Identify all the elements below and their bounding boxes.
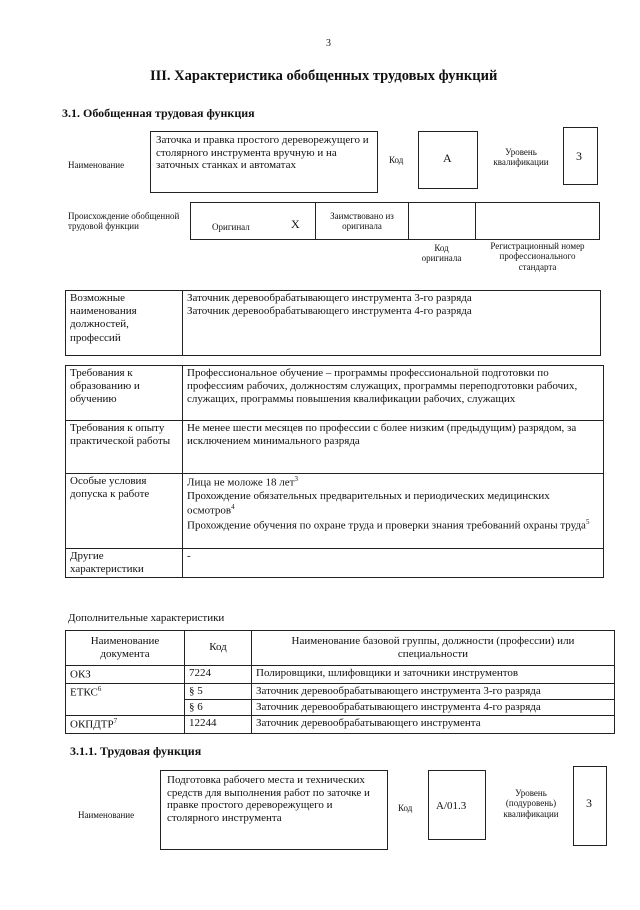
row-code: 7224: [185, 666, 252, 684]
positions-table: [65, 290, 601, 356]
additional-heading: Дополнительные характеристики: [68, 612, 225, 624]
conditions-label: Особые условия допуска к работе: [66, 474, 183, 549]
row-code: 12244: [185, 716, 252, 734]
table-row: [66, 683, 615, 699]
origin-label: Происхождение обобщенной трудовой функции: [68, 211, 180, 232]
position-item: Заточник деревообрабатывающего инструмента 4-го разряда: [187, 305, 472, 318]
table-row: [66, 716, 615, 734]
row-code: § 5: [185, 683, 252, 699]
table-row: [66, 666, 615, 684]
tf-code-label: Код: [398, 803, 413, 813]
other-label: Другие характеристики: [66, 549, 183, 578]
gtf-level-value: 3: [576, 149, 582, 163]
conditions-values: [183, 474, 604, 549]
tf-level-value: 3: [586, 796, 592, 810]
reg-number-label: Регистрационный номер профессионального стандарта: [490, 241, 585, 272]
gtf-name-label: Наименование: [68, 160, 125, 170]
education-value: Профессиональное обучение – программы профессиональной подготовки по профессиям рабочих, должностям служащих, программы переподготовки рабочих, служащих, программы повышения квалификации рабочих, служащих: [183, 366, 604, 421]
row-code: § 6: [185, 700, 252, 716]
row-name: Заточник деревообрабатывающего инструмента 4-го разряда: [252, 700, 615, 716]
section-title: III. Характеристика обобщенных трудовых функций: [150, 68, 498, 84]
origin-divider-3: [475, 202, 476, 240]
gtf-heading: 3.1. Обобщенная трудовая функция: [62, 106, 255, 120]
code-original-label: Код оригинала: [421, 243, 462, 264]
gtf-level-label: Уровень квалификации: [493, 147, 549, 168]
origin-divider-2: [408, 202, 409, 240]
gtf-code-value: А: [443, 151, 452, 165]
row-name: Заточник деревообрабатывающего инструмента 3-го разряда: [252, 683, 615, 699]
additional-table: [65, 630, 615, 734]
condition-item: Прохождение обязательных предварительных и периодических медицинских осмотров$^4$: [187, 489, 550, 517]
education-label: Требования к образованию и обучению: [66, 366, 183, 421]
experience-value: Не менее шести месяцев по профессии с более низким (предыдущим) разрядом, за исключением минимального разряда: [183, 421, 604, 474]
gtf-name-value: Заточка и правка простого дереворежущего и столярного инструмента вручную и на заточных станках и автоматах: [156, 134, 369, 172]
col-code-header: Код: [185, 631, 252, 666]
other-value: -: [183, 549, 604, 578]
row-name: Полировщики, шлифовщики и заточники инструментов: [252, 666, 615, 684]
requirements-table: [65, 365, 604, 578]
condition-item: Лица не моложе 18 лет$^3$: [187, 475, 298, 489]
condition-item: Прохождение обучения по охране труда и проверки знания требований охраны труда$^5$: [187, 517, 590, 532]
page-number: 3: [326, 38, 331, 49]
row-doc: ОКПДТР$^7$: [66, 716, 185, 734]
positions-values: [183, 291, 601, 356]
position-item: Заточник деревообрабатывающего инструмента 3-го разряда: [187, 292, 472, 304]
row-doc: ЕТКС$^6$: [66, 683, 185, 715]
col-name-header: Наименование базовой группы, должности (профессии) или специальности: [252, 631, 615, 666]
tf-heading: 3.1.1. Трудовая функция: [70, 744, 202, 758]
origin-divider-1: [315, 202, 316, 240]
borrowed-label: Заимствовано из оригинала: [330, 211, 394, 232]
tf-name-label: Наименование: [78, 810, 135, 820]
tf-name-value: Подготовка рабочего места и технических средств для выполнения работ по заточке и правке простого дереворежущего и столярного инструмента: [167, 774, 370, 824]
row-doc: ОКЗ: [66, 666, 185, 684]
row-name: Заточник деревообрабатывающего инструмента: [252, 716, 615, 734]
col-doc-header: Наименование документа: [66, 631, 185, 666]
tf-level-label: Уровень (подуровень) квалификации: [503, 788, 559, 819]
gtf-code-label: Код: [389, 155, 404, 165]
positions-label: Возможные наименования должностей, профессий: [66, 291, 183, 356]
original-label: Оригинал: [212, 222, 250, 232]
experience-label: Требования к опыту практической работы: [66, 421, 183, 474]
original-mark: X: [291, 217, 300, 231]
tf-code-value: A/01.3: [436, 800, 467, 812]
